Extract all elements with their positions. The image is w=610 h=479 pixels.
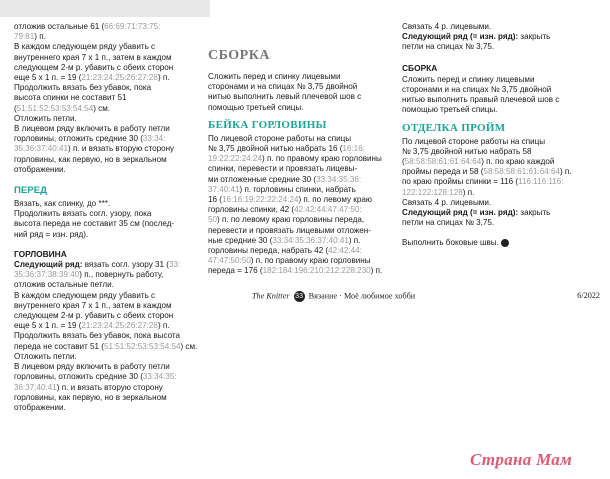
text-line: № 3,75 двойной нитью набрать 58 [402,146,532,156]
section-title-neckband: БЕЙКА ГОРЛОВИНЫ [208,118,327,131]
text-line: Выполнить боковые швы. [402,238,598,248]
text-line: Продолжить вязать без убавок, пока [14,83,152,93]
text-line: высота спинки не составит 51 [14,93,127,103]
text-line: Вязать, как спинку, до ***. [14,199,111,209]
text-line: (58:58:58:61:61:64:64) п. по краю каждой [402,157,555,167]
text-line: В каждом следующем ряду убавить с [14,290,156,300]
text-line: № 3,75 двойной нитью набрать 16 (16:16: [208,144,365,154]
text-line: 35:36:37:40:41) п. и вязать вторую сторону [14,144,175,154]
text-line: нитью выполнить левый плечевой шов с [208,92,362,102]
text-line: сторонами и на спицах № 3,75 двойной [208,82,358,92]
text-line: 16 (16:16:19:22:22:24:24) п. по левому краю [208,195,372,205]
text-line: 35:36:37:38:39:40) п., повернуть работу, [14,270,164,280]
text-line: В каждом следующем ряду убавить с [14,42,156,52]
text-line: горловины переда, набрать 42 (42:42:44: [208,246,362,256]
text-line: Следующий ряд (= изн. ряд): закрыть [402,32,551,42]
text-line: Отложить петли. [14,351,77,361]
text-line: нитью выполнить правый плечевой шов с [402,95,560,105]
text-line: перевести и провязать лицевыми отложен- [208,225,371,235]
text-line: Следующий ряд: вязать согл. узору 31 (33: [14,260,181,270]
text-line: отложив остальные петли. [14,280,114,290]
text-line: По лицевой стороне работы на спицы [402,136,546,146]
text-line: помощью третьей спицы. [208,102,304,112]
text-line: 36:37:40:41) п. и вязать вторую сторону [14,382,163,392]
text-line: еще 5 х 1 п. = 19 (21:23:24:25:26:27:28) п. [14,73,170,83]
text-line: переда не составит 51 (51:51:52:53:53:54:54) см. [14,341,198,351]
section-title-armholes: ОТДЕЛКА ПРОЙМ [402,121,506,134]
text-line: отображении. [14,164,66,174]
magazine-brand: The Knitter [252,291,290,301]
text-line: Сложить перед и спинку лицевыми [402,74,535,84]
column-3 [402,22,598,249]
text-line: спинки, перевести и провязать лицевы- [208,164,358,174]
text-line: горловины, отложить средние 30 (33:34:35: [14,372,177,382]
text-line: 50) п. по левому краю горловины переда, [208,215,365,225]
text-line: 122:122:128:128) п. [402,187,475,197]
text-line: Сложить перед и спинку лицевыми [208,72,341,81]
text-line: высота переда не составит 35 см (послед- [14,219,175,229]
text-line: следующем 2-м р. убавить с обеих сторон [14,311,174,321]
text-line: 37:40:41) п. горловины спинки, набрать [208,184,356,194]
text-line: горловины, как первую, но в зеркальном [14,392,167,402]
text-line: Продолжить вязать согл. узору, пока [14,209,152,219]
text-line: Связать 4 р. лицевыми. [402,197,492,207]
text-line: ми отложенные средние 30 (33:34:35:36: [208,174,362,184]
section-title-neckline: ГОРЛОВИНА [14,248,67,259]
text-line: петли на спицах № 3,75. [402,42,495,52]
text-line: В лицевом ряду включить в работу петли [14,362,170,372]
text-line: 19:22:22:24:24) п. по правому краю горловины [208,154,382,164]
text-line: отложив остальные 61 (66:69:71:73:75: [14,22,161,31]
text-line: горловины, отложить средние 30 (33:34: [14,134,166,144]
section-title-front: ПЕРЕД [14,185,47,197]
text-line: отображении. [14,402,66,412]
text-line: внутреннего края 7 х 1 п., затем в каждом [14,52,172,62]
top-gray-bar [0,0,210,17]
text-line: следующем 2-м р. убавить с обеих сторон [14,62,174,72]
text-line: В лицевом ряду включить в работу петли [14,124,170,134]
text-line: По лицевой стороне работы на спицы [208,133,352,143]
column-2 [208,72,393,277]
text-line: горловины спинки, 42 (42:42:44:47:47:50: [208,205,362,215]
text-line: еще 5 х 1 п. = 19 (21:23:24:25:26:27:28) п. [14,321,170,331]
page-number: 33 [295,293,303,300]
text-line: горловины, как первую, но в зеркальном [14,154,167,164]
text-line: 79:81) п. [14,32,46,42]
text-line: ные средние 30 (33:34:35:36:37:40:41) п. [208,235,361,245]
section-title-assembly-2: СБОРКА [402,62,438,73]
watermark-logo: Страна Мам [470,450,573,469]
end-mark-icon [501,239,509,247]
magazine-tagline: Вязание · Моё любимое хобби [308,291,416,301]
issue-number: 6/2022 [577,291,600,300]
text-line: проймы переда и 58 (58:58:58:61:61:64:64) п. [402,167,572,177]
text-line: Отложить петли. [14,113,77,123]
page-footer [252,291,600,302]
text-line: ний ряд = изн. ряд). [14,229,89,239]
text-line: (51:51:52:53:53:54:54) см. [14,103,111,113]
text-line: Связать 4 р. лицевыми. [402,22,492,31]
text-line: петли на спицах № 3,75. [402,218,495,228]
text-line: переда = 176 (182:184:196:210:212:228:230) п. [208,266,383,276]
section-title-assembly: СБОРКА [208,48,270,63]
text-line: Следующий ряд (= изн. ряд): закрыть [402,208,551,218]
text-line: помощью третьей спицы. [402,105,498,115]
text-line: Продолжить вязать без убавок, пока высота [14,331,181,341]
column-1 [14,22,202,413]
text-line: сторонами и на спицах № 3,75 двойной [402,85,552,95]
text-line: 47:47:50:50) п. по правому краю горловины [208,256,371,266]
text-line: по краю проймы спинки = 116 (116:116:116: [402,177,564,187]
text-line: внутреннего края 7 х 1 п., затем в каждом [14,300,172,310]
